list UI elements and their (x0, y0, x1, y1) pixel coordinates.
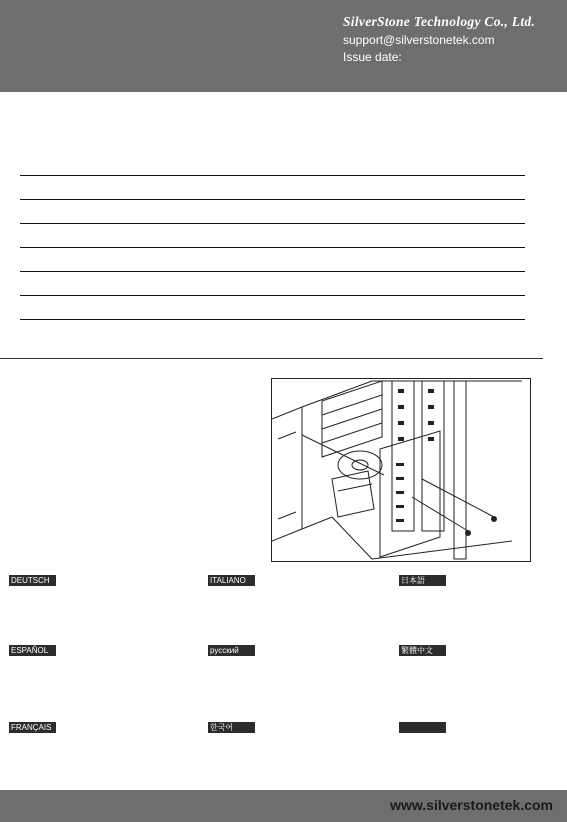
lang-badge-trad-chinese: 繁體中文 (399, 645, 446, 656)
section-divider (0, 358, 543, 359)
form-line (20, 319, 525, 320)
form-line (20, 223, 525, 224)
lang-badge-russian: русский (208, 645, 255, 656)
form-line (20, 295, 525, 296)
installation-diagram (271, 378, 531, 562)
lang-badge-deutsch: DEUTSCH (9, 575, 56, 586)
lang-badge-blank (399, 722, 446, 733)
form-line (20, 199, 525, 200)
lang-badge-japanese: 日本語 (399, 575, 446, 586)
footer-banner (0, 790, 567, 822)
form-line (20, 175, 525, 176)
lang-badge-espanol: ESPAÑOL (9, 645, 56, 656)
issue-date-label: Issue date: (343, 50, 402, 64)
lang-badge-italiano: ITALIANO (208, 575, 255, 586)
form-line (20, 247, 525, 248)
company-name: SilverStone Technology Co., Ltd. (343, 14, 536, 29)
lang-badge-francais: FRANÇAIS (9, 722, 56, 733)
website-link[interactable]: www.silverstonetek.com (390, 797, 553, 813)
form-line (20, 271, 525, 272)
lang-badge-korean: 한국어 (208, 722, 255, 733)
case-drive-bay-illustration (272, 379, 530, 561)
header-banner (0, 0, 567, 92)
support-email: support@silverstonetek.com (343, 33, 495, 47)
